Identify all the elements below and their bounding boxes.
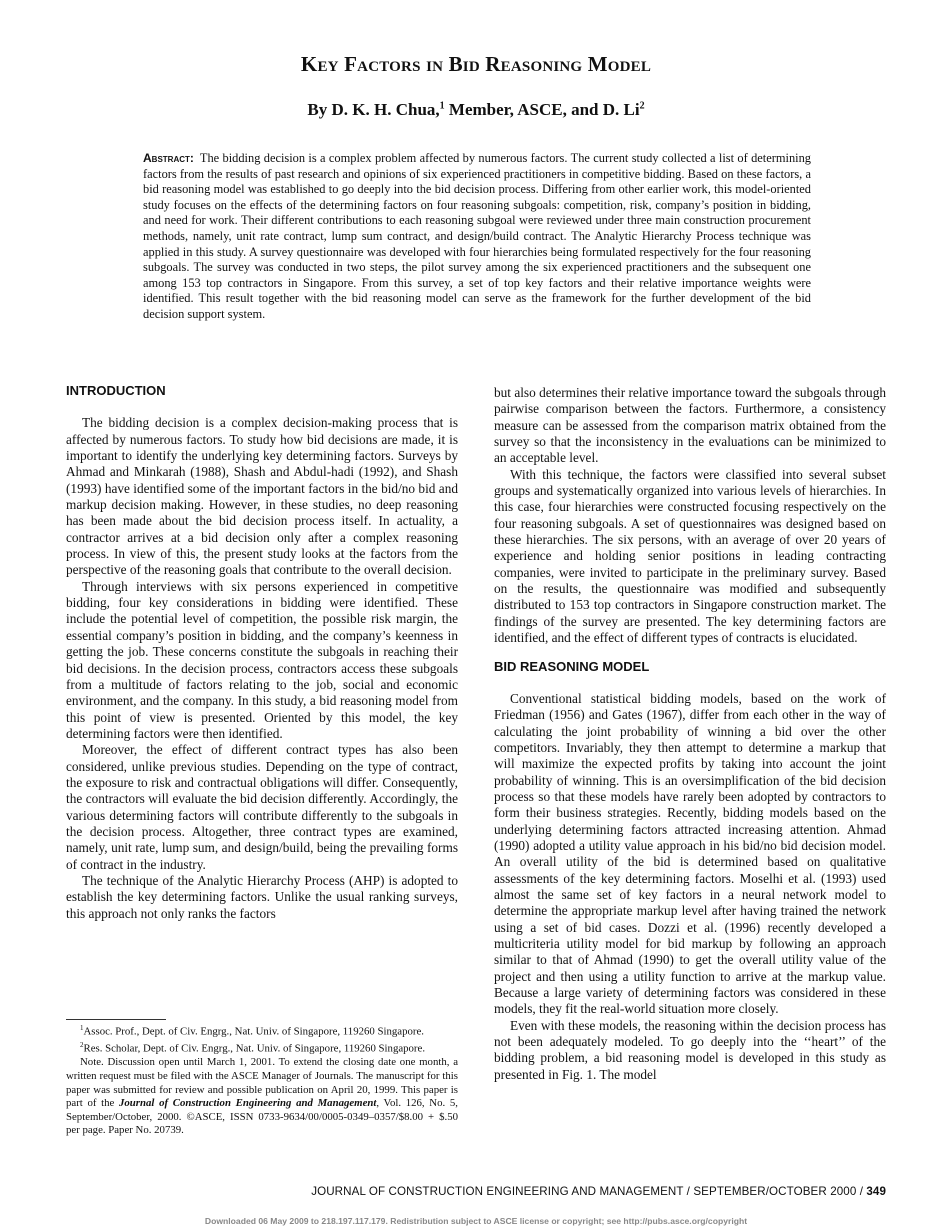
author-line bbox=[0, 100, 952, 120]
footnotes bbox=[66, 1019, 458, 1138]
footnote-1 bbox=[66, 1022, 458, 1039]
paragraph: Conventional statistical bidding models, based on the work of Friedman (1956) and Gates (1967), differ from each other in the way of calculating the joint probability of winning a bid over the other competitors. Invariably, they then attempt to determine a markup that will maximize the expected profits by taking into account the joint probability of winning. This is an oversimplification of the bid decision process so that these models have rarely been adopted by contractors to form their business strategies. Recently, bidding models based on the underlying determining factors attracted increasing attention. Ahmad (1990) adopted a utility value approach in his bid/no bid decision model. An overall utility of the bid is determined based on qualitative assessments of the key determining factors. Moselhi et al. (1993) used almost the same set of key factors in a neural network model to determine the appropriate markup level after having trained the network using a set of bid cases. Dozzi et al. (1996) recently developed a multicriteria utility model for bid markup by following an approach similar to that of Ahmad (1990) to get the overall utility value of the project and then using a utility function to arrive at the markup value. Because a large variety of determining factors was considered in these models, they fit the real-world situation more closely. bbox=[494, 690, 886, 1017]
page-number: 349 bbox=[866, 1185, 886, 1198]
section-heading-bid-reasoning-model: BID REASONING MODEL bbox=[494, 658, 650, 674]
paragraph: The technique of the Analytic Hierarchy Process (AHP) is adopted to establish the key determining factors. Unlike the usual ranking surveys, this approach not only ranks the factors bbox=[66, 872, 458, 921]
paragraph-continuation: but also determines their relative importance toward the subgoals through pairwise comparison between the factors. Furthermore, a consistency measure can be assessed from the comparison matrix obtained from the survey so that the inconsistency in the evaluations can be minimized to an acceptable level. bbox=[494, 385, 886, 466]
abstract bbox=[143, 151, 811, 323]
note-text-a: Note. Discussion open until March 1, 2001. To extend the closing date one month, a written request must be filed with the ASCE Manager of Journals. The manuscript for this paper was submitted for review and possible publication on April 20, 1999. This paper is part of the bbox=[66, 1056, 458, 1110]
section-heading-introduction: INTRODUCTION bbox=[66, 383, 166, 398]
running-footer-text: JOURNAL OF CONSTRUCTION ENGINEERING AND MANAGEMENT / SEPTEMBER/OCTOBER 2000 / bbox=[311, 1185, 867, 1198]
footnote-1-mark: 1 bbox=[80, 1024, 84, 1032]
footnote-2 bbox=[66, 1039, 458, 1056]
paper-title: Key Factors in Bid Reasoning Model bbox=[300, 52, 652, 76]
note-journal-name: Journal of Construction Engineering and Management bbox=[119, 1097, 377, 1110]
author-footnote-mark-1: 1 bbox=[439, 100, 445, 112]
footnote-rule bbox=[66, 1019, 166, 1020]
footnote-note bbox=[66, 1056, 458, 1138]
author-line-middle: Member, ASCE, and D. Li bbox=[444, 100, 640, 119]
running-footer bbox=[311, 1185, 886, 1198]
paragraph: Moreover, the effect of different contract types has also been considered, unlike previous studies. Depending on the type of contract, the exposure to risk and contractual obligations will differ. Consequently, the contractors will evaluate the bid decision differently. Accordingly, the various determining factors will contribute differently to the subgoals in the decision process. Altogether, three contract types are examined, namely, unit rate, lump sum, and design/build, being the prevailing forms of contract in the industry. bbox=[66, 742, 458, 872]
paragraph: Even with these models, the reasoning within the decision process has not been adequately modeled. To go deeply into the ‘‘heart’’ of the bidding problem, a bid reasoning model is developed in this study as presented in Fig. 1. The model bbox=[494, 1017, 886, 1082]
paragraph: With this technique, the factors were classified into several subset groups and systematically organized into various levels of hierarchies. In this case, four hierarchies were constructed focusing respectively on the four reasoning subgoals. A set of questionnaires was designed based on these hierarchies. The six persons, with an average of over 20 years of experience and holding senior positions in leading contracting companies, were invited to participate in the preliminary survey. Based on the results, the questionnaire was modified and subsequently distributed to 153 top contractors in Singapore construction market. The findings of the survey are presented. The key determining factors are identified, and the effect of different types of contracts is elucidated. bbox=[494, 466, 886, 646]
paragraph: The bidding decision is a complex decision-making process that is affected by numerous factors. To study how bid decisions are made, it is important to identify the underlying key determining factors. Surveys by Ahmad and Minkarah (1988), Shash and Abdul-hadi (1992), and Shash (1993) have identified some of the important factors in the bid/no bid and markup decision making. However, in these studies, no deep reasoning has been made about the bid decision process itself. In actuality, a contractor arrives at a bid decision only after a complex reasoning process. In view of this, the present study looks at the factors from the perspective of the reasoning goals that contribute to the overall decision. bbox=[66, 415, 458, 578]
abstract-label: Abstract: bbox=[143, 151, 194, 165]
footnote-2-mark: 2 bbox=[80, 1041, 84, 1050]
paragraph: Through interviews with six persons experienced in competitive bidding, four key considerations in bidding were identified. These include the potential level of competition, the possible risk margin, the essential company’s position in bidding, and the company’s keenness in getting the job. These concerns constitute the subgoals in reaching their bid decisions. In the decision process, contractors access these subgoals from a multitude of factors relating to the job, social and economic environment, and the company. In this study, a bid reasoning model from this point of view is presented. Oriented by this model, the key determining factors were then identified. bbox=[66, 578, 458, 741]
author-footnote-mark-2: 2 bbox=[639, 100, 645, 112]
note-text-b: , Vol. 126, No. 5, September/October, 2000. ©ASCE, ISSN 0733-9634/00/0005-0349–0357/$8.00 + $.50 per page. Paper No. 20739. bbox=[66, 1097, 458, 1137]
left-column bbox=[66, 383, 458, 922]
footnote-2-text: Res. Scholar, Dept. of Civ. Engrg., Nat. Univ. of Singapore, 119260 Singapore. bbox=[83, 1042, 426, 1055]
download-notice: Downloaded 06 May 2009 to 218.197.117.179. Redistribution subject to ASCE license or copyright; see http://pubs.asce.org/copyright bbox=[204, 1216, 748, 1226]
footnote-1-text: Assoc. Prof., Dept. of Civ. Engrg., Nat. Univ. of Singapore, 119260 Singapore. bbox=[83, 1025, 424, 1038]
author-line-prefix: By D. K. H. Chua, bbox=[307, 100, 440, 119]
abstract-text: The bidding decision is a complex problem affected by numerous factors. The current study collected a list of determining factors from the results of past research and opinions of six experienced practitioners in competitive bidding. Based on these factors, a bid reasoning model was established to go deeply into the bid decision process. Differing from other earlier work, this model-oriented study focuses on the effects of the determining factors on four reasoning subgoals: competition, risk, company’s position in bidding, and need for work. Their different contributions to each reasoning subgoal were reviewed under three main construction procurement methods, namely, unit rate contract, lump sum contract, and design/build contract. The Analytic Hierarchy Process technique was applied in this study. A survey questionnaire was developed with four hierarchies being formulated respectively for the four reasoning subgoals. The survey was conducted in two steps, the pilot survey among the six experienced practitioners and the subsequent one among 153 top contractors in Singapore. From this survey, a set of top key factors and their relative importance weights were identified. This result together with the bid reasoning model can serve as the framework for the further development of the bid decision support system. bbox=[143, 151, 811, 321]
right-column bbox=[494, 385, 886, 1083]
